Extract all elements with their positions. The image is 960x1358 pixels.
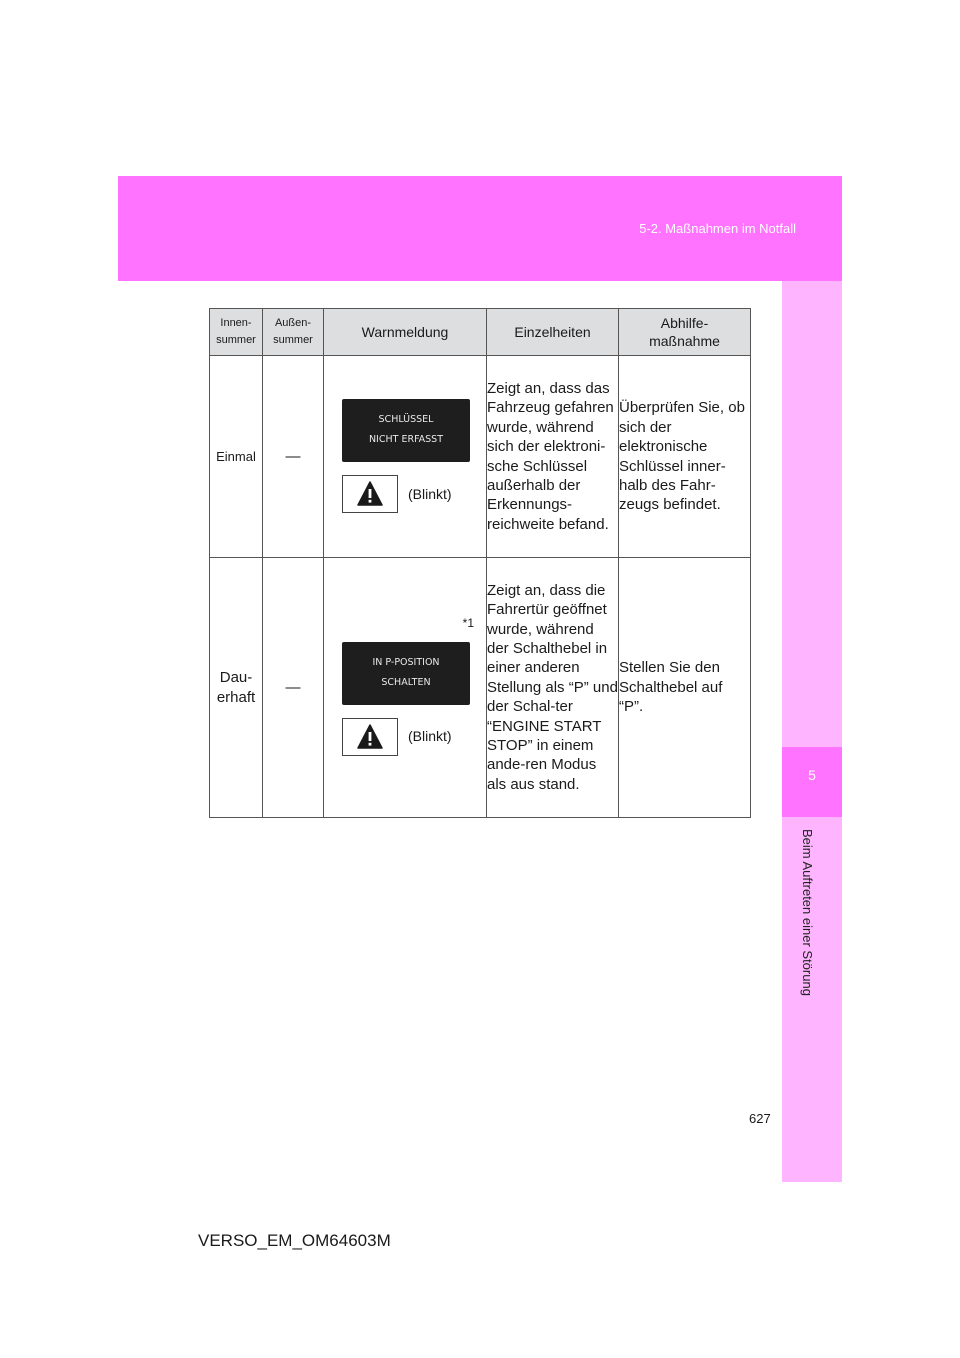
outer-buzzer-cell: —: [263, 356, 324, 558]
warning-icon-box: [342, 475, 398, 513]
header-warning-message: Warnmeldung: [324, 309, 487, 356]
details-cell: Zeigt an, dass die Fahrertür geöffnet wurde, während der Schalthebel in einer anderen Stellung als “P” und der Schal-ter “ENGINE START STOP” in einem ande-ren Modus als aus stand.: [487, 558, 619, 818]
display-line-2: SCHALTEN: [381, 677, 431, 688]
blink-label: (Blinkt): [408, 486, 452, 502]
chapter-number: 5: [808, 767, 816, 783]
header-band: [118, 176, 842, 281]
display-message: [342, 642, 470, 705]
inner-buzzer-cell: Dau- erhaft: [210, 558, 263, 818]
header-remedy: Abhilfe- maßnahme: [619, 309, 751, 356]
warning-icon-box: [342, 718, 398, 756]
display-line-2: NICHT ERFASST: [368, 434, 444, 445]
details-cell: Zeigt an, dass das Fahrzeug gefahren wurde, während sich der elektroni-sche Schlüssel außerhalb der Erkennungs-reichweite befand.: [487, 356, 619, 558]
display-line-1: SCHLÜSSEL: [378, 414, 434, 425]
remedy-cell: Stellen Sie den Schalthebel auf “P”.: [619, 558, 751, 818]
header-outer-buzzer: Außen- summer: [263, 309, 324, 356]
outer-buzzer-cell: —: [263, 558, 324, 818]
chapter-side-tab: [782, 281, 842, 1182]
warning-triangle-icon: [357, 724, 383, 750]
inner-buzzer-cell: Einmal: [210, 356, 263, 558]
chapter-title: Beim Auftreten einer Störung: [800, 829, 815, 996]
table-header-row: [210, 309, 751, 356]
display-line-1: IN P-POSITION: [372, 657, 440, 668]
page-number: 627: [749, 1111, 771, 1126]
remedy-cell: Überprüfen Sie, ob sich der elektronische Schlüssel inner-halb des Fahr-zeugs befindet.: [619, 356, 751, 558]
footnote-marker: *1: [462, 616, 474, 630]
table-row: [210, 558, 751, 818]
display-message: [342, 399, 470, 462]
warning-table: [209, 308, 751, 818]
table-row: [210, 356, 751, 558]
chapter-number-box: [782, 747, 842, 817]
warning-message-cell: [324, 558, 487, 818]
warning-triangle-icon: [357, 481, 383, 507]
document-code: VERSO_EM_OM64603M: [198, 1231, 391, 1250]
blink-label: (Blinkt): [408, 728, 452, 744]
warning-message-cell: [324, 356, 487, 558]
section-title: 5-2. Maßnahmen im Notfall: [639, 221, 796, 236]
header-details: Einzelheiten: [487, 309, 619, 356]
header-inner-buzzer: Innen- summer: [210, 309, 263, 356]
